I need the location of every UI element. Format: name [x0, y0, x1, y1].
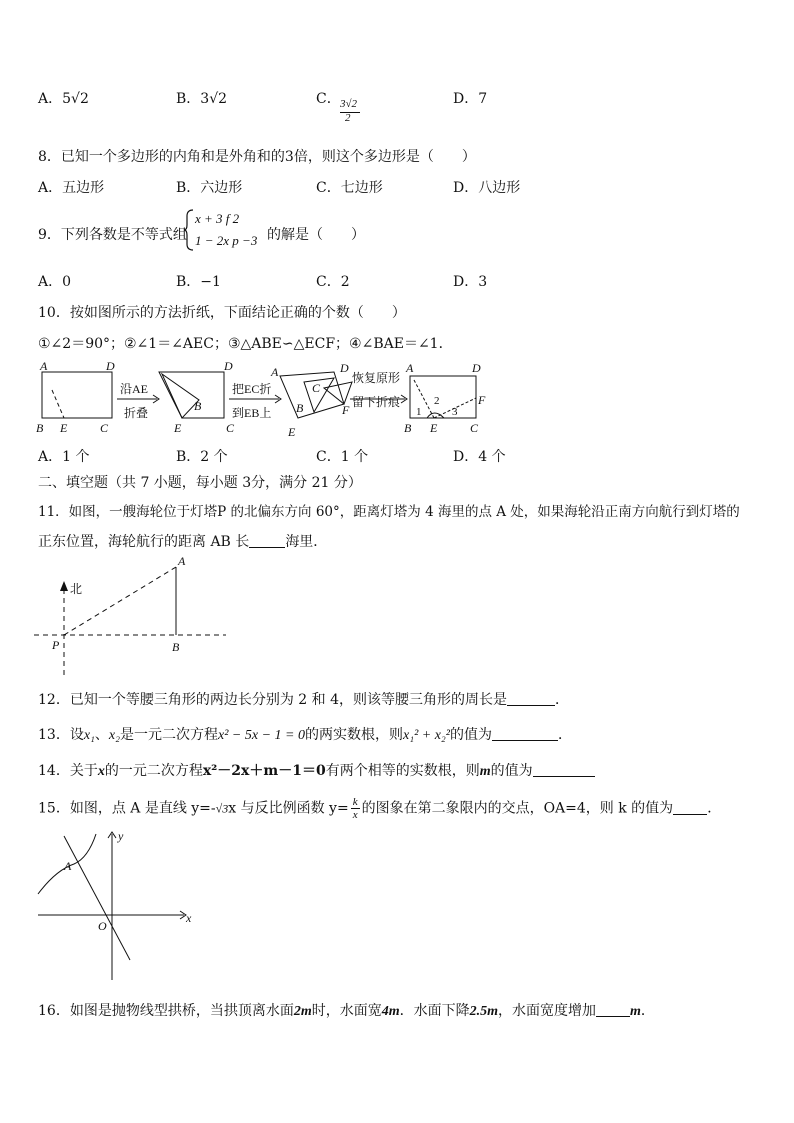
- q9-option-b: B．−1: [176, 274, 221, 290]
- q10-conclusions: ①∠2＝90°；②∠1＝∠AEC；③△ABE∽△ECF；④∠BAE＝∠1．: [38, 336, 453, 352]
- line-pa: [64, 567, 176, 635]
- arrow-3-top: 恢复原形: [352, 371, 401, 385]
- q16-drop: 2.5m: [469, 1004, 498, 1019]
- q13-answer-blank: [492, 726, 558, 741]
- arrow-2-bottom: 到EB上: [232, 406, 272, 420]
- svg-text:A: A: [406, 361, 414, 375]
- q12-end: ．: [554, 692, 569, 708]
- fold-panel-3: [280, 372, 344, 418]
- q10-folding-figure: [34, 360, 504, 440]
- q16-text-c: 时，水面宽: [311, 1003, 382, 1019]
- q13-mid2: 的两实数根，则: [304, 727, 403, 743]
- q11-figure: [34, 553, 234, 678]
- q9-option-d: D．3: [453, 274, 488, 290]
- q16-text-g: ，水面宽度增加: [498, 1003, 596, 1019]
- arrow-1-top: 沿AE: [120, 382, 148, 396]
- q16-unit: m: [630, 1004, 641, 1019]
- q7-option-b: B．3√2: [176, 91, 228, 107]
- q14-suffix: 的值为: [490, 763, 533, 779]
- q16-answer-blank: [596, 1002, 630, 1017]
- svg-text:1: 1: [416, 406, 422, 418]
- svg-text:P: P: [52, 638, 60, 652]
- q9-prefix: 9．下列各数是不等式组: [38, 227, 187, 243]
- q7-option-d: D．7: [453, 91, 488, 107]
- svg-text:O: O: [98, 919, 107, 933]
- svg-text:F: F: [478, 393, 486, 407]
- svg-text:C: C: [470, 421, 479, 435]
- q8-stem: 8．已知一个多边形的内角和是外角和的3倍，则这个多边形是（ ）: [38, 149, 476, 165]
- q13-prefix: 13．设: [38, 727, 84, 743]
- q9-brace: [183, 208, 195, 252]
- arrow-2-top: 把EC折: [232, 382, 272, 396]
- q11-text-b: 海里．: [285, 534, 328, 550]
- q9-inequality-2: 1 − 2x p −3: [195, 233, 258, 248]
- q13-x1: x₁: [83, 728, 95, 743]
- q13-suffix: 的值为: [450, 727, 492, 743]
- q11-line-2: [38, 531, 327, 551]
- q13-equation: x² − 5x − 1 = 0: [218, 728, 305, 743]
- q10-option-d: D．4 个: [453, 449, 506, 465]
- svg-text:x: x: [186, 911, 192, 925]
- svg-text:E: E: [174, 421, 182, 435]
- svg-text:E: E: [430, 421, 438, 435]
- q13: [38, 724, 572, 744]
- q9-inequality-1: x + 3 f 2: [195, 211, 240, 226]
- arrow-3-bottom: 留下折痕: [352, 395, 401, 409]
- q10-option-b: B．2 个: [176, 449, 228, 465]
- svg-text:E: E: [288, 425, 296, 439]
- q14-equation: x²－2x＋m－1＝0: [202, 763, 326, 779]
- q10-option-a: A．1 个: [38, 449, 90, 465]
- q8-option-a: A．五边形: [38, 180, 105, 196]
- q13-sep: 、: [94, 727, 109, 743]
- svg-text:A: A: [178, 554, 186, 568]
- q8-option-d: D．八边形: [453, 180, 521, 196]
- svg-text:A: A: [64, 859, 72, 873]
- q15-end: ．: [707, 800, 722, 817]
- q15-sqrt: √3: [215, 801, 229, 816]
- svg-text:B: B: [172, 640, 180, 654]
- q15-fraction: [351, 796, 360, 821]
- q13-mid1: 是一元二次方程: [120, 727, 219, 743]
- q9-option-a: A．0: [38, 274, 72, 290]
- line-y-neg-sqrt3-x: [64, 836, 130, 960]
- q16: [38, 1000, 655, 1020]
- north-arrow-icon: [60, 581, 68, 591]
- svg-text:2: 2: [434, 395, 440, 407]
- q7-option-c-denominator: 2: [345, 112, 351, 124]
- q16-end: ．: [640, 1003, 655, 1019]
- q16-text-e: ．水面下降: [399, 1003, 470, 1019]
- q9-option-c: C．2: [316, 274, 350, 290]
- svg-text:B: B: [296, 401, 304, 415]
- q14-m: m: [479, 764, 491, 779]
- svg-text:y: y: [118, 830, 124, 843]
- q14: [38, 760, 595, 780]
- fold-flap-3b: [324, 382, 352, 404]
- svg-text:E: E: [60, 421, 68, 435]
- svg-text:D: D: [472, 361, 481, 375]
- q14-prefix: 14．关于: [38, 763, 98, 779]
- q8-option-c: C．七边形: [316, 180, 383, 196]
- svg-text:D: D: [340, 361, 349, 375]
- q14-x: x: [97, 764, 105, 779]
- q13-expression: x₁² + x₂²: [402, 728, 450, 743]
- q7-option-a: A．5√2: [38, 91, 89, 107]
- q15-frac-num: k: [352, 796, 358, 808]
- q16-width: 4m: [381, 1004, 400, 1019]
- q7-option-c-numerator: 3√2: [340, 98, 358, 110]
- q7-option-c-letter: C．: [316, 91, 341, 107]
- section-2-heading: 二、填空题（共 7 小题，每小题 3分，满分 21 分）: [38, 475, 362, 491]
- q8-option-b: B．六边形: [176, 180, 243, 196]
- svg-text:D: D: [106, 360, 115, 373]
- q10-option-c: C．1 个: [316, 449, 369, 465]
- svg-text:B: B: [404, 421, 412, 435]
- fold-rect-1: [42, 372, 112, 418]
- q16-text-a: 16．如图是抛物线型拱桥，当拱顶离水面: [38, 1003, 294, 1019]
- svg-text:C: C: [312, 381, 321, 395]
- svg-text:A: A: [40, 360, 48, 373]
- q14-answer-blank: [533, 762, 595, 777]
- svg-text:B: B: [194, 399, 202, 413]
- q15-answer-blank: [673, 800, 707, 815]
- svg-text:C: C: [226, 421, 235, 435]
- q9-suffix: 的解是（ ）: [267, 227, 365, 243]
- q14-mid2: 有两个相等的实数根，则: [325, 763, 480, 779]
- fold-line-ae: [52, 390, 64, 418]
- q11-line-1: 11．如图，一艘海轮位于灯塔P 的北偏东方向 60°，距离灯塔为 4 海里的点 A 处，如果海轮沿正南方向航行到灯塔的: [38, 504, 740, 520]
- arrow-1-bottom: 折叠: [124, 406, 149, 420]
- svg-text:B: B: [36, 421, 44, 435]
- q15-figure: [34, 830, 204, 982]
- svg-text:A: A: [271, 365, 279, 379]
- q13-x2: x₂: [108, 728, 121, 743]
- svg-text:D: D: [224, 360, 233, 373]
- q12-answer-blank: [507, 691, 555, 706]
- svg-text:C: C: [100, 421, 109, 435]
- q11-text-a: 正东位置，海轮航行的距离 AB 长: [38, 534, 250, 550]
- q11-answer-blank: [249, 533, 285, 548]
- q15-mid: x 与反比例函数 y=: [228, 800, 349, 817]
- q15-suffix: 的图象在第二象限内的交点，OA=4，则 k 的值为: [361, 800, 674, 817]
- q15-prefix: 15．如图，点 A 是直线 y=-: [38, 800, 216, 817]
- q12: [38, 689, 569, 709]
- q15: [38, 796, 721, 821]
- svg-text:F: F: [342, 403, 350, 417]
- q10-stem: 10．按如图所示的方法折纸，下面结论正确的个数（ ）: [38, 305, 406, 321]
- q15-frac-den: x: [352, 809, 358, 821]
- q12-text: 12．已知一个等腰三角形的两边长分别为 2 和 4，则该等腰三角形的周长是: [38, 692, 507, 708]
- q14-mid1: 的一元二次方程: [104, 763, 203, 779]
- q16-height: 2m: [293, 1004, 312, 1019]
- svg-text:3: 3: [452, 406, 458, 418]
- q13-end: ．: [558, 727, 572, 743]
- svg-text:北: 北: [70, 582, 83, 596]
